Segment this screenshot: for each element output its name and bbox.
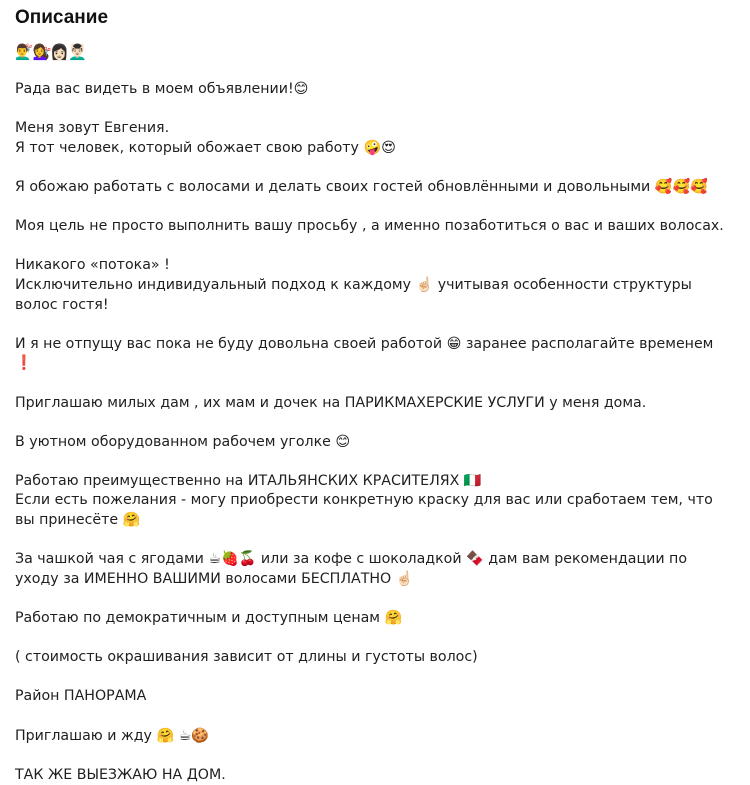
section-title: Описание: [15, 7, 109, 28]
description-paragraph: Работаю по демократичным и доступным ценам 🤗: [15, 610, 403, 627]
description-text: [15, 80, 735, 785]
description-paragraph: Приглашаю милых дам , их мам и дочек на ПАРИКМАХЕРСКИЕ УСЛУГИ у меня дома.: [15, 394, 647, 411]
description-paragraph: В уютном оборудованном рабочем уголке 😊: [15, 433, 351, 450]
description-paragraph: Моя цель не просто выполнить вашу просьбу , а именно позаботиться о вас и ваших волосах.: [15, 218, 724, 235]
hairdresser-emoji-row: 💇‍♂️💇‍♀️👩🏻💆🏻‍♂️: [15, 43, 86, 61]
description-paragraph: И я не отпущу вас пока не буду довольна своей работой 😁 заранее располагайте временем ❗: [15, 335, 718, 372]
description-paragraph: За чашкой чая с ягодами ☕🍓🍒 или за кофе с шоколадкой 🍫 дам вам рекомендации по уходу за ИМЕННО ВАШИМИ волосами БЕСПЛАТНО ☝🏻: [15, 551, 692, 587]
description-paragraph: ( стоимость окрашивания зависит от длины и густоты волос): [15, 649, 478, 666]
description-paragraph: Рада вас видеть в моем объявлении!😊: [15, 81, 309, 97]
description-paragraph: ТАК ЖЕ ВЫЕЗЖАЮ НА ДОМ.: [15, 766, 226, 783]
description-paragraph: Работаю преимущественно на ИТАЛЬЯНСКИХ КРАСИТЕЛЯХ 🇮🇹 Если есть пожелания - могу приобрести конкретную краску для вас или сработаем тем, что вы принесёте 🤗: [15, 472, 713, 529]
description-paragraph: Район ПАНОРАМА: [15, 688, 147, 705]
description-paragraph: Приглашаю и жду 🤗 ☕🍪: [15, 727, 210, 744]
description-paragraph: Я обожаю работать с волосами и делать своих гостей обновлёнными и довольными 🥰🥰🥰: [15, 178, 708, 195]
description-paragraph: Никакого «потока» ! Исключительно индивидуальный подход к каждому ☝🏻 учитывая особенности структуры волос гостя!: [15, 257, 692, 313]
description-paragraph: Меня зовут Евгения. Я тот человек, который обожает свою работу 🤪😍: [15, 120, 396, 156]
